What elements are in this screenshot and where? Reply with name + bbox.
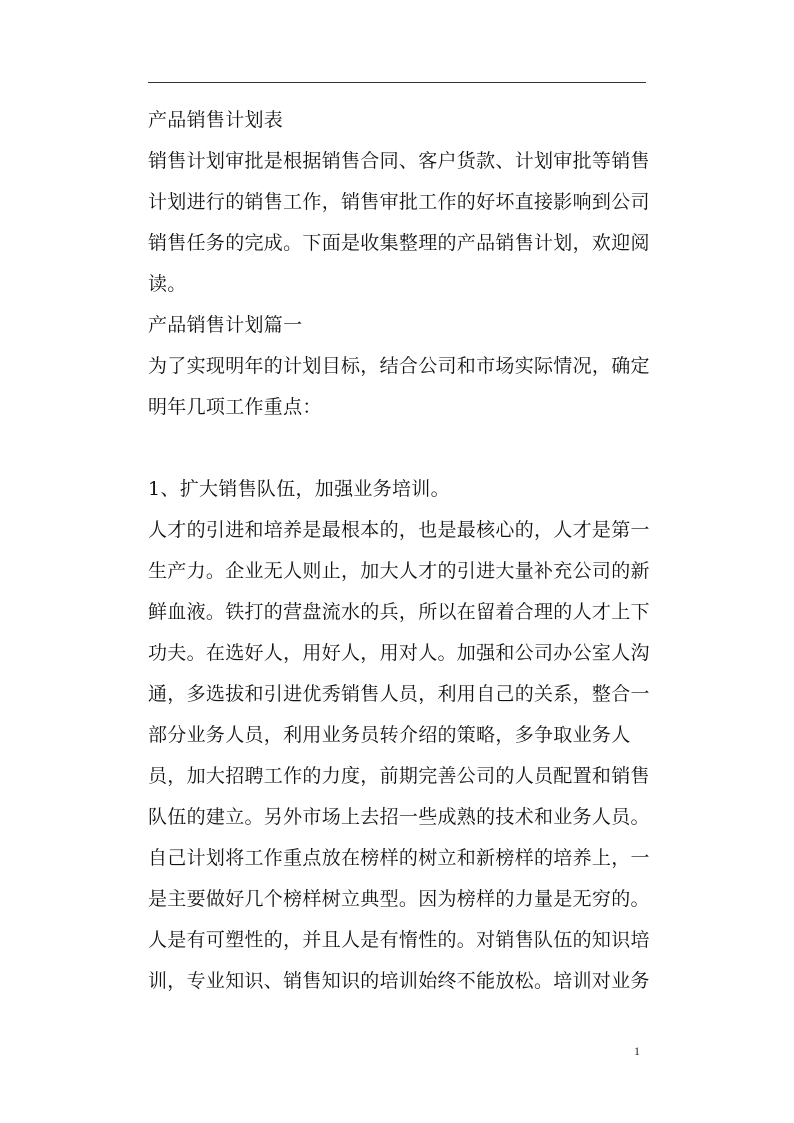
header-rule — [148, 82, 646, 83]
page-number: 1 — [634, 1044, 640, 1058]
text-line: 明年几项工作重点： — [148, 396, 322, 418]
text-line: 销售计划审批是根据销售合同、客户货款、计划审批等销售 — [148, 150, 650, 172]
document-title: 产品销售计划表 — [148, 109, 284, 131]
text-line: 员，加大招聘工作的力度，前期完善公司的人员配置和销售 — [148, 765, 650, 787]
text-line: 队伍的建立。另外市场上去招一些成熟的技术和业务人员。 — [148, 806, 650, 828]
section-heading: 产品销售计划篇一 — [148, 314, 303, 336]
text-line: 生产力。企业无人则止，加大人才的引进大量补充公司的新 — [148, 560, 650, 582]
text-line: 训，专业知识、销售知识的培训始终不能放松。培训对业务 — [148, 970, 650, 992]
text-line: 为了实现明年的计划目标，结合公司和市场实际情况，确定 — [148, 355, 650, 377]
text-line: 部分业务人员，利用业务员转介绍的策略，多争取业务人 — [148, 724, 631, 746]
document-body — [148, 100, 648, 1002]
blank-line — [148, 428, 648, 469]
text-line: 通，多选拔和引进优秀销售人员，利用自己的关系，整合一 — [148, 683, 650, 705]
text-line: 自己计划将工作重点放在榜样的树立和新榜样的培养上，一 — [148, 847, 650, 869]
text-line: 是主要做好几个榜样树立典型。因为榜样的力量是无穷的。 — [148, 888, 650, 910]
text-line: 功夫。在选好人，用好人，用对人。加强和公司办公室人沟 — [148, 642, 650, 664]
text-line: 人是有可塑性的，并且人是有惰性的。对销售队伍的知识培 — [148, 929, 650, 951]
numbered-heading: 1、扩大销售队伍，加强业务培训。 — [148, 478, 450, 500]
text-line: 销售任务的完成。下面是收集整理的产品销售计划，欢迎阅 — [148, 232, 650, 254]
text-line: 计划进行的销售工作，销售审批工作的好坏直接影响到公司 — [148, 191, 650, 213]
text-line: 鲜血液。铁打的营盘流水的兵，所以在留着合理的人才上下 — [148, 601, 650, 623]
text-line: 读。 — [148, 273, 187, 295]
text-line: 人才的引进和培养是最根本的，也是最核心的，人才是第一 — [148, 519, 650, 541]
